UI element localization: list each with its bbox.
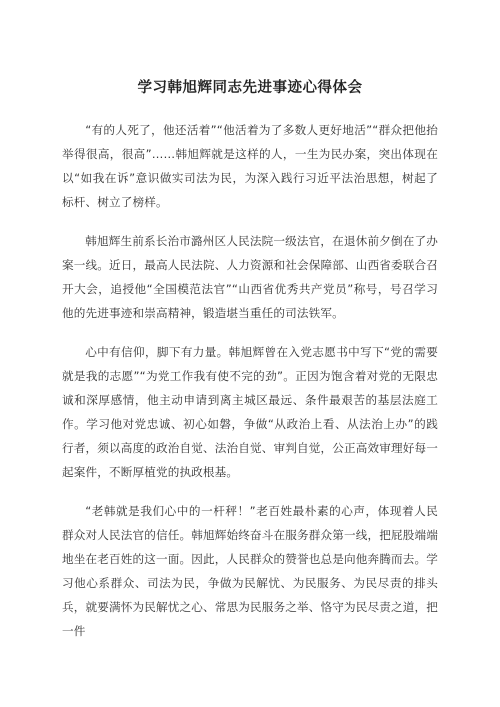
paragraph-4: “老韩就是我们心中的一杆秤！”老百姓最朴素的心声，体现着人民群众对人民法官的信任。韩旭辉始终奋斗在服务群众第一线，把屁股端端地坐在老百姓的这一面。因此，人民群众的赞誉也总是向他奔腾而去。学习他心系群众、司法为民，争做为民解忧、为民服务、为民尽责的排头兵，就要满怀为民解忧之心、常思为民服务之举、恪守为民尽责之道，把一件 <box>62 504 438 638</box>
paragraph-3: 心中有信仰，脚下有力量。韩旭辉曾在入党志愿书中写下“党的需要就是我的志愿”“为党工作我有使不完的劲”。正因为饱含着对党的无限忠诚和深厚感情，他主动申请到离主城区最远、条件最艰苦的基层法庭工作。学习他对党忠诚、初心如磐，争做“从政治上看、从法治上办”的践行者，须以高度的政治自觉、法治自觉、审判自觉，公正高效审理好每一起案件，不断厚植党的执政根基。 <box>62 345 438 479</box>
paragraph-1: “有的人死了，他还活着”“他活着为了多数人更好地活”“群众把他抬举得很高，很高”……韩旭辉就是这样的人，一生为民办案，突出体现在以“如我在诉”意识做实司法为民，为深入践行习近平法治思想，树起了标杆、树立了榜样。 <box>62 123 438 209</box>
paragraph-2: 韩旭辉生前系长治市潞州区人民法院一级法官，在退休前夕倒在了办案一线。近日，最高人民法院、人力资源和社会保障部、山西省委联合召开大会，追授他“全国模范法官”“山西省优秀共产党员”称号，号召学习他的先进事迹和崇高精神，锻造堪当重任的司法铁军。 <box>62 234 438 320</box>
document-title: 学习韩旭辉同志先进事迹心得体会 <box>137 80 363 96</box>
